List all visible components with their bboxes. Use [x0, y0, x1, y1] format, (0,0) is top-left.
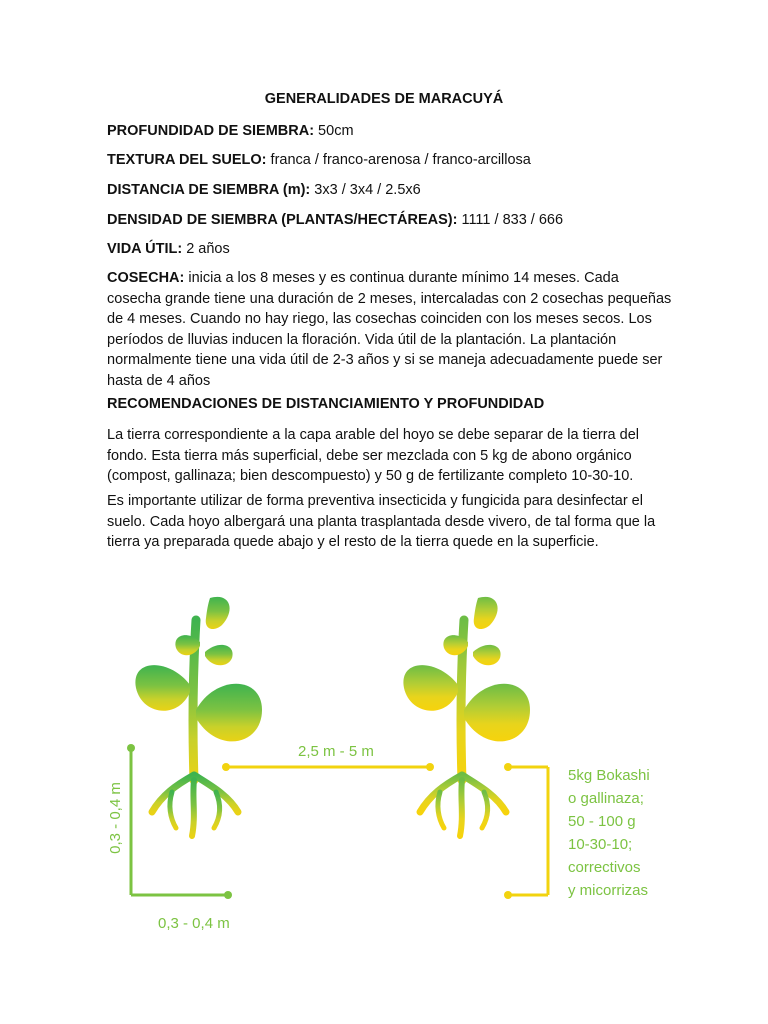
spec-label: VIDA ÚTIL:	[107, 241, 183, 257]
recommendations-paragraph-2: Es importante utilizar de forma preventiva insecticida y fungicida para desinfectar el suelo. Cada hoyo albergará una planta trasplantada desde vivero, de tal forma que la tierra ya preparada quede abajo y el resto de la tierra quede en la superficie.	[107, 493, 656, 550]
distance-dimension-marker	[222, 763, 434, 771]
spec-label: TEXTURA DEL SUELO:	[107, 152, 267, 168]
harvest-label: COSECHA:	[107, 270, 185, 286]
width-label: 0,3 - 0,4 m	[158, 915, 230, 932]
amendment-line: y micorrizas	[568, 882, 649, 899]
harvest-paragraph	[107, 268, 672, 391]
spec-value: 2 años	[182, 241, 230, 257]
harvest-text: inicia a los 8 meses y es continua durante mínimo 14 meses. Cada cosecha grande tiene una duración de 2 meses, intercaladas con 2 cosechas pequeñas de 4 meses. Cuando no hay riego, las cosechas coinciden con los meses secos. Los períodos de lluvias inducen la floración. Vida útil de la plantación. La plantación normalmente tiene una vida útil de 2-3 años y si se maneja adecuadamente puede ser hasta de 4 años	[107, 270, 672, 389]
spec-planting-density	[107, 210, 667, 230]
spec-useful-life	[107, 239, 667, 259]
spec-value: 3x3 / 3x4 / 2.5x6	[310, 182, 421, 198]
spec-value: 1111 / 833 / 666	[457, 212, 564, 228]
spec-soil-texture	[107, 150, 667, 170]
amendment-line: 10-30-10;	[568, 836, 633, 853]
depth-label: 0,3 - 0,4 m	[107, 782, 124, 854]
document-title: GENERALIDADES DE MARACUYÁ	[264, 91, 504, 107]
amendment-line: 5kg Bokashi	[568, 767, 650, 784]
amendment-bracket	[504, 763, 548, 899]
distance-label: 2,5 m - 5 m	[298, 743, 374, 760]
spec-label: DISTANCIA DE SIEMBRA (m):	[107, 182, 311, 198]
amendment-line: correctivos	[568, 859, 641, 876]
spec-value: franca / franco-arenosa / franco-arcillosa	[266, 152, 531, 168]
spec-value: 50cm	[314, 123, 354, 139]
amendment-line: o gallinaza;	[568, 790, 644, 807]
recommendations-heading: RECOMENDACIONES DE DISTANCIAMIENTO Y PROFUNDIDAD	[107, 396, 545, 412]
recommendations-paragraph-1: La tierra correspondiente a la capa arable del hoyo se debe separar de la tierra del fondo. Esta tierra más superficial, debe ser mezclada con 5 kg de abono orgánico (compost, gallinaza; bien descompuesto) y 50 g de fertilizante completo 10-30-10.	[107, 427, 640, 484]
spec-label: DENSIDAD DE SIEMBRA (PLANTAS/HECTÁREAS):	[107, 212, 458, 228]
spec-depth	[107, 121, 667, 141]
plant-left-icon	[135, 597, 262, 836]
spec-label: PROFUNDIDAD DE SIEMBRA:	[107, 123, 315, 139]
spec-planting-distance	[107, 180, 667, 200]
planting-diagram	[0, 580, 768, 940]
amendment-line: 50 - 100 g	[568, 813, 636, 830]
plant-right-icon	[403, 597, 530, 836]
